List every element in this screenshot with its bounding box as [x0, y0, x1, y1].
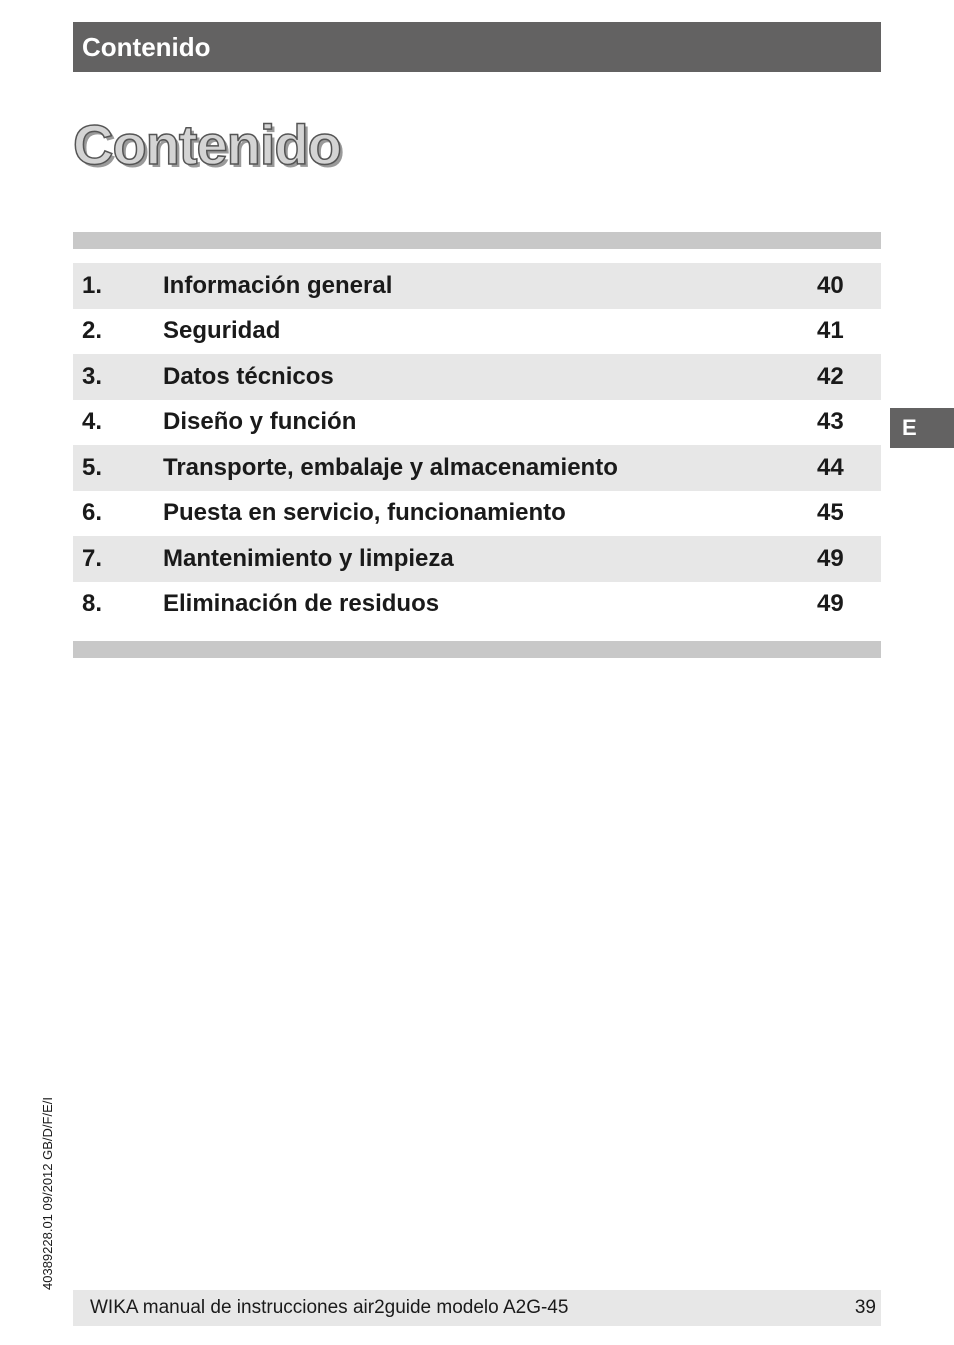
- toc-entry[interactable]: [73, 582, 881, 628]
- footer-text: WIKA manual de instrucciones air2guide modelo A2G-45: [90, 1297, 569, 1318]
- footer-page-number: 39: [854, 1297, 876, 1318]
- toc-entry-number: 5.: [82, 453, 103, 481]
- toc-entry-title: Puesta en servicio, funcionamiento: [163, 499, 566, 527]
- toc-entry-page: 44: [817, 453, 844, 481]
- toc-entry-page: 41: [817, 317, 844, 345]
- toc-entry[interactable]: [73, 309, 881, 355]
- toc-entry[interactable]: [73, 400, 881, 446]
- toc-entry-title: Transporte, embalaje y almacenamiento: [163, 453, 618, 481]
- toc-entry-number: 7.: [82, 544, 103, 572]
- toc-bottom-divider: [73, 641, 881, 658]
- toc-entry-number: 4.: [82, 408, 103, 436]
- toc-entry-number: 6.: [82, 499, 103, 527]
- language-tab: [890, 408, 954, 448]
- page-title: Contenido: [73, 113, 341, 176]
- toc-entry-number: 1.: [82, 271, 103, 299]
- language-tab-label: E: [902, 415, 917, 440]
- section-header-bar: [73, 22, 881, 72]
- toc-entry-page: 43: [817, 408, 844, 436]
- toc-top-divider: [73, 232, 881, 249]
- toc-entry[interactable]: [73, 536, 881, 582]
- toc-entry-page: 49: [817, 544, 844, 572]
- toc-entry-title: Seguridad: [163, 317, 281, 345]
- toc-entry-title: Eliminación de residuos: [163, 590, 440, 618]
- table-of-contents: [73, 263, 881, 627]
- toc-entry-page: 49: [817, 590, 844, 618]
- toc-entry-page: 42: [817, 362, 844, 390]
- toc-entry-page: 45: [817, 499, 844, 527]
- toc-entry-title: Diseño y función: [163, 408, 357, 436]
- toc-entry[interactable]: [73, 263, 881, 309]
- toc-entry-number: 3.: [82, 362, 103, 390]
- toc-entry-title: Mantenimiento y limpieza: [163, 544, 454, 572]
- section-header-title: Contenido: [82, 31, 211, 62]
- toc-entry[interactable]: [73, 445, 881, 491]
- toc-entry[interactable]: [73, 491, 881, 537]
- toc-entry-number: 8.: [82, 590, 103, 618]
- toc-entry-title: Datos técnicos: [163, 362, 334, 390]
- toc-entry[interactable]: [73, 354, 881, 400]
- toc-entry-title: Información general: [163, 271, 393, 299]
- toc-entry-number: 2.: [82, 317, 103, 345]
- toc-entry-page: 40: [817, 271, 844, 299]
- document-code: 40389228.01 09/2012 GB/D/F/E/I: [40, 1097, 55, 1290]
- page-footer: [73, 1290, 881, 1326]
